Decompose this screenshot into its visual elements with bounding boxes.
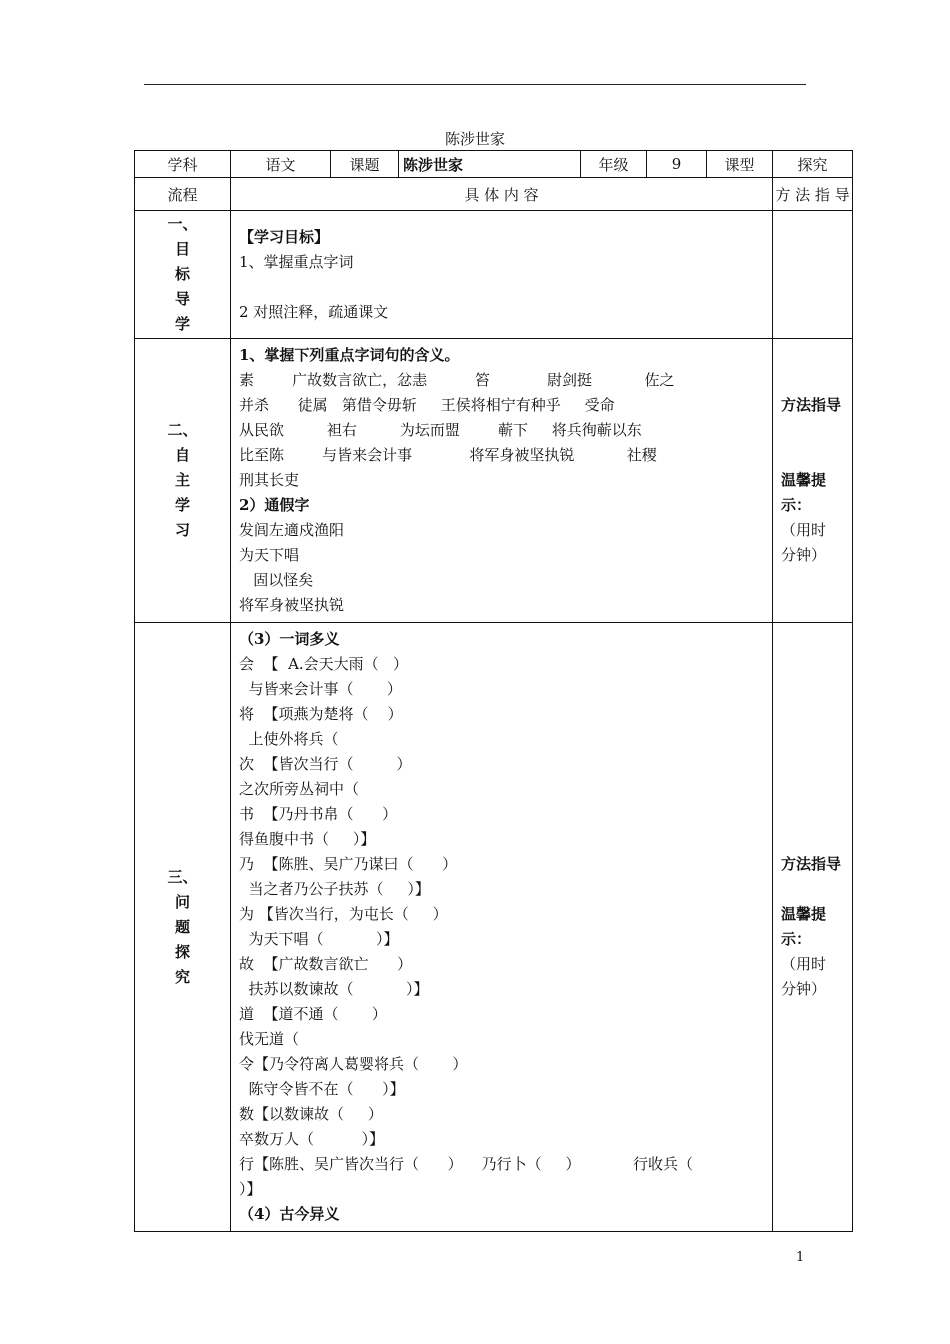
polysemy-line: 上使外将兵（ (239, 730, 339, 748)
tip-title: 温馨提示： (781, 471, 827, 514)
lesson-plan-table (134, 150, 853, 1232)
polysemy-line: 伐无道（ (239, 1030, 300, 1048)
vocab-line: 并杀 徒属 第借令毋斩 王侯将相宁有种乎 受命 (239, 396, 615, 414)
section-inquiry (135, 623, 853, 1232)
polysemy-heading: （3）一词多义 (239, 630, 340, 648)
tip-title: 温馨提示： (781, 905, 827, 948)
vocab-line: 比至陈 与皆来会计事 将军身被坚执锐 社稷 (239, 446, 657, 464)
grade-value: 9 (647, 151, 707, 178)
polysemy-line: 会 【 A.会天大雨（ ） (239, 655, 408, 673)
polysemy-line: 为天下唱（ ）】 (239, 930, 399, 948)
section2-content (231, 339, 773, 623)
section3-guide (773, 623, 853, 1232)
polysemy-line: 令【乃令符离人葛婴将兵（ ） (239, 1055, 468, 1073)
section-goals (135, 211, 853, 339)
type-value: 探究 (773, 151, 853, 178)
method-title: 方法指导 (781, 855, 842, 873)
polysemy-line: 为 【皆次当行，为屯长（ ） (239, 905, 448, 923)
column-header-row (135, 178, 853, 211)
vocab-heading: 1、掌握下列重点字词句的含义。 (239, 346, 460, 364)
flow-char: 一、 (167, 215, 198, 233)
flow-char: 学 (174, 315, 190, 333)
section3-content (231, 623, 773, 1232)
flow-char: 二、 (167, 421, 198, 439)
polysemy-line: 行【陈胜、吴广皆次当行（ ） 乃行卜（ ） 行收兵（ (239, 1155, 693, 1173)
subject-label: 学科 (135, 151, 231, 178)
flow-char: 标 (174, 265, 190, 283)
lesson-label: 课题 (331, 151, 399, 178)
page-number: 1 (796, 1250, 805, 1265)
polysemy-line: 道 【道不通（ ） (239, 1005, 387, 1023)
document-title: 陈涉世家 (444, 130, 505, 148)
polysemy-line: 当之者乃公子扶苏（ ）】 (239, 880, 430, 898)
flow-char: 问 (174, 892, 190, 911)
polysemy-line: 书 【乃丹书帛（ ） (239, 805, 398, 823)
vocab-line: 素 广故数言欲亡，忿恚 笞 尉剑挺 佐之 (239, 371, 675, 389)
vocab-line: 刑其长吏 (239, 471, 300, 489)
flow-char: 主 (174, 471, 190, 489)
section-self-study (135, 339, 853, 623)
polysemy-line: 乃 【陈胜、吴广乃谋曰（ ） (239, 855, 458, 873)
header-rule (144, 84, 806, 85)
tongjia-line: 将军身被坚执锐 (239, 596, 345, 614)
flow-char: 探 (174, 942, 190, 961)
polysemy-line: 卒数万人（ ）】 (239, 1130, 385, 1148)
flow-char: 究 (174, 967, 190, 986)
gujin-heading: （4）古今异义 (239, 1205, 340, 1223)
flow-header: 流程 (135, 178, 231, 211)
goal-item: 2 对照注释，疏通课文 (239, 302, 389, 321)
section1-flow (135, 211, 231, 339)
flow-char: 习 (174, 521, 190, 539)
vocab-line: 从民欲 袒右 为坛而盟 蕲下 将兵徇蕲以东 (239, 421, 642, 439)
tongjia-heading: 2）通假字 (239, 496, 310, 514)
method-title: 方法指导 (781, 396, 842, 414)
tongjia-line: 发闾左適戍渔阳 (239, 521, 345, 539)
section2-guide (773, 339, 853, 623)
subject-value: 语文 (231, 151, 331, 178)
tongjia-line: 为天下唱 (239, 546, 300, 564)
section1-guide (773, 211, 853, 339)
flow-char: 导 (174, 290, 190, 308)
section2-flow (135, 339, 231, 623)
header-row (135, 151, 853, 178)
goal-item: 1、掌握重点字词 (239, 252, 354, 271)
type-label: 课型 (707, 151, 773, 178)
polysemy-line: 扶苏以数谏故（ ）】 (239, 980, 429, 998)
tip-time: （用时 分钟） (781, 955, 827, 998)
tip-time: （用时 分钟） (781, 521, 827, 564)
flow-char: 题 (174, 917, 190, 936)
section3-flow (135, 623, 231, 1232)
flow-char: 三、 (167, 867, 198, 886)
polysemy-line: 与皆来会计事（ ） (239, 680, 402, 698)
polysemy-line: 陈守令皆不在（ ）】 (239, 1080, 405, 1098)
polysemy-line: 数【以数谏故（ ） (239, 1105, 383, 1123)
polysemy-line: 故 【广故数言欲亡 ） (239, 955, 413, 973)
polysemy-line: 之次所旁丛祠中（ (239, 780, 360, 798)
section1-content (231, 211, 773, 339)
lesson-value: 陈涉世家 (399, 151, 581, 178)
flow-char: 学 (174, 496, 190, 514)
polysemy-line: 将 【项燕为楚将（ ） (239, 705, 403, 723)
polysemy-line: 得鱼腹中书（ ）】 (239, 830, 376, 848)
polysemy-line: 次 【皆次当行（ ） (239, 755, 412, 773)
content-header: 具 体 内 容 (231, 178, 773, 211)
tongjia-line: 固以怪矣 (239, 571, 314, 589)
polysemy-line: ）】 (239, 1180, 262, 1198)
flow-char: 目 (174, 240, 190, 258)
flow-char: 自 (174, 446, 190, 464)
grade-label: 年级 (581, 151, 647, 178)
goals-heading: 【学习目标】 (239, 227, 330, 246)
method-header: 方 法 指 导 (773, 178, 853, 211)
